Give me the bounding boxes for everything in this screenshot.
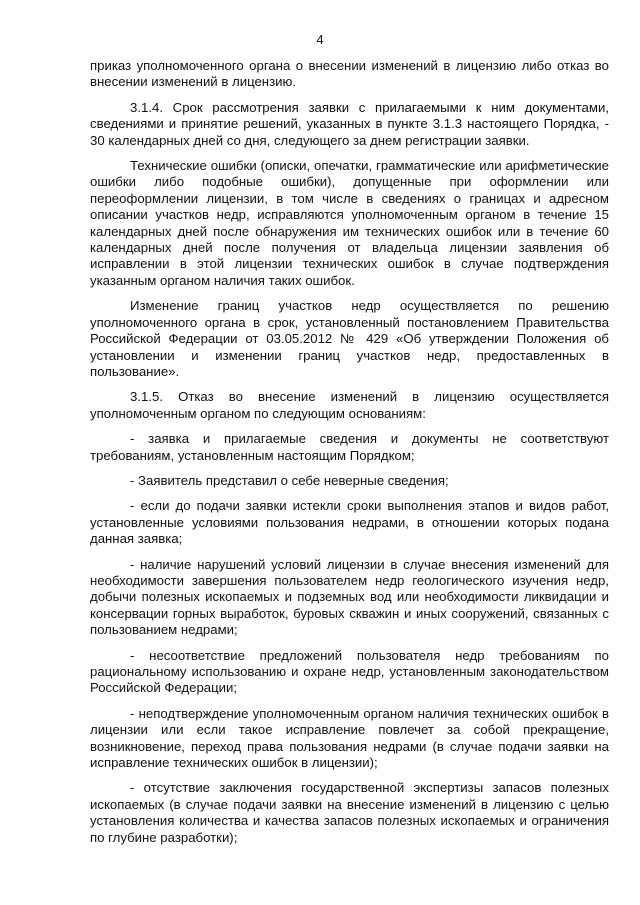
list-item-false-information: - Заявитель представил о себе неверные сведения; bbox=[130, 472, 449, 488]
paragraph-boundary-change: Изменение границ участков недр осуществляется по решению уполномоченного органа в срок, установленный постановлением Правительства Российской Федерации от 03.05.2012 № 429 «Об утверждении Положения об установлении и изменении границ участков недр, предоставленных в пользование». bbox=[90, 298, 609, 379]
page-number: 4 bbox=[316, 32, 324, 47]
paragraph-license-change-order: приказ уполномоченного органа о внесении изменений в лицензию либо отказ во внесении изменений в лицензию. bbox=[90, 58, 609, 90]
list-item-requirements-mismatch: - заявка и прилагаемые сведения и документы не соответствуют требованиям, установленным настоящим Порядком; bbox=[90, 431, 609, 463]
paragraph-technical-errors: Технические ошибки (описки, опечатки, грамматические или арифметические ошибки либо подобные ошибки), допущенные при оформлении или переоформлении лицензии, в том числе в сведениях о границах и адресном описании участков недр, исправляются уполномоченным органом в течение 15 календарных дней после обнаружения им технических ошибок или в течение 60 календарных дней после получения от владельца лицензии заявления об исправлении в этой лицензии технических ошибок в случае подтверждения указанным органом наличия таких ошибок. bbox=[90, 158, 609, 288]
list-item-license-violations: - наличие нарушений условий лицензии в случае внесения изменений для необходимости завершения пользователем недр геологического изучения недр, добычи полезных ископаемых и подземных вод или необходимости ликвидации и консервации горных выработок, буровых скважин и иных сооружений, связанных с пользованием недрами; bbox=[90, 556, 609, 638]
paragraph-3-1-4-review-period: 3.1.4. Срок рассмотрения заявки с прилагаемыми к ним документами, сведениями и принятие решений, указанных в пункте 3.1.3 настоящего Порядка, - 30 календарных дней со дня, следующего за днем регистрации заявки. bbox=[90, 99, 609, 148]
list-item-no-reserves-expertise: - отсутствие заключения государственной экспертизы запасов полезных ископаемых (в случае подачи заявки на внесение изменений в лицензию с целью установления количества и качества запасов полезных ископаемых и ограничения по глубине разработки); bbox=[90, 780, 609, 845]
list-item-errors-not-confirmed: - неподтверждение уполномоченным органом наличия технических ошибок в лицензии или если такое исправление повлечет за собой прекращение, возникновение, переход права пользования недрами (в случае подачи заявки на исправление технических ошибок в лицензии); bbox=[90, 705, 609, 771]
list-item-rational-use-mismatch: - несоответствие предложений пользователя недр требованиям по рациональному использованию и охране недр, установленным законодательством Российской Федерации; bbox=[90, 647, 609, 696]
document-body bbox=[90, 58, 609, 855]
paragraph-3-1-5-refusal-grounds: 3.1.5. Отказ во внесение изменений в лицензию осуществляется уполномоченным органом по следующим основаниям: bbox=[90, 389, 609, 421]
list-item-deadlines-expired: - если до подачи заявки истекли сроки выполнения этапов и видов работ, установленные условиями пользования недрами, в отношении которых подана данная заявка; bbox=[90, 498, 609, 547]
